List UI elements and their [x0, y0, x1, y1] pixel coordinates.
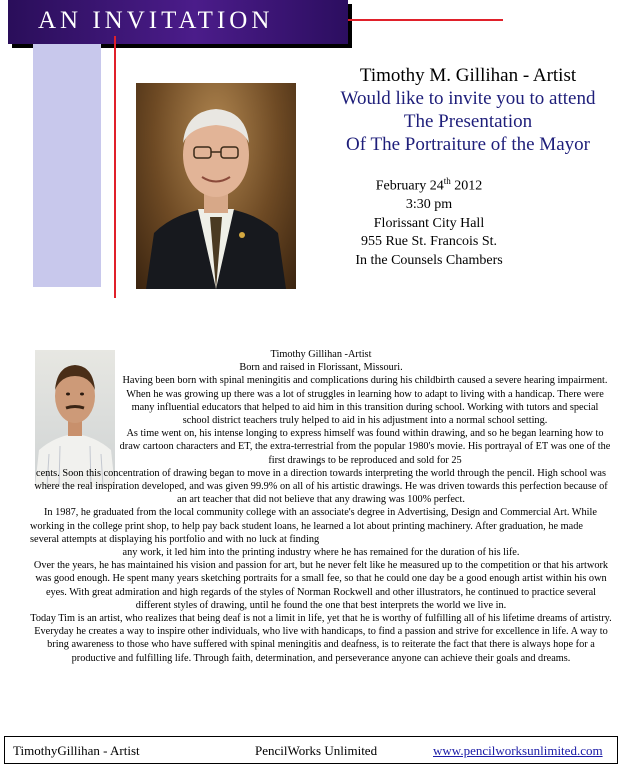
invite-host: Timothy M. Gillihan - Artist — [359, 65, 577, 86]
bio-paragraph: Today Tim is an artist, who realizes that being deaf is not a limit in life, yet that he is worthy of fulfilling all of his lifetime dreams of artistry. Everyday he creates a way to inspire other individuals, who live with handicaps, to find a passion and strive for excellence in life. A way to bring awareness to those who have suffered with spinal meningitis and deafness, is to reiterate the fact that there is always hope for a productive and fulfilling life. Through faith, determination, and perseverance anyone can achieve their goals and dreams. — [30, 613, 612, 664]
footer-artist-name: TimothyGillihan - Artist — [13, 743, 140, 758]
bio-paragraph: any work, it led him into the printing industry where he has remained for the duration of his life. — [122, 547, 520, 559]
bio-subtitle: Born and raised in Florissant, Missouri. — [239, 362, 403, 374]
banner-title: AN INVITATION — [38, 7, 274, 34]
event-room: In the Counsels Chambers — [355, 252, 503, 268]
bio-title: Timothy Gillihan -Artist — [270, 349, 372, 360]
bio-paragraph: As time went on, his intense longing to express himself was found within drawing, and so he began learning how to draw cartoon characters and ET, the extra-terrestrial from the popular 1980's movie. His portrayal of ET was one of the first drawings to be reproduced and sold for 25 — [119, 428, 611, 466]
invite-line: The Presentation — [403, 111, 533, 132]
event-details — [318, 172, 540, 270]
invitation-text — [318, 64, 618, 156]
mayor-portrait-image — [136, 83, 296, 289]
red-horizontal-rule — [348, 19, 503, 21]
invite-line: Would like to invite you to attend — [340, 88, 596, 109]
artist-biography — [30, 348, 612, 665]
bio-paragraph: cents. Soon this concentration of drawing began to move in a direction towards interpreting the world through the pencil. High school was where the real inspiration developed, and was given 99.9% on all of his artistic drawings. He was driven towards this perfection because of an art teacher that did not believe that any drawing was 100% perfect. — [34, 467, 608, 506]
invite-line: Of The Portraiture of the Mayor — [346, 134, 590, 155]
bio-paragraph: In 1987, he graduated from the local community college with an associate's degree in Advertising, Design and Commercial Art. While working in the college print shop, to help pay back student loans, he learned a lot about printing machinery. After graduation, he made several attempts at displaying his portfolio and with no luck at finding — [30, 507, 597, 545]
footer-website-link[interactable]: www.pencilworksunlimited.com — [433, 743, 603, 758]
event-venue: Florissant City Hall — [373, 215, 485, 231]
red-vertical-rule — [114, 36, 116, 298]
footer-bar — [4, 736, 618, 764]
lavender-accent-bar — [33, 44, 101, 287]
event-date: February 24th 2012 — [375, 176, 483, 194]
footer-company: PencilWorks Unlimited — [255, 743, 378, 758]
event-address: 955 Rue St. Francois St. — [360, 234, 498, 250]
bio-paragraph: Over the years, he has maintained his vision and passion for art, but he never felt like he measured up to the competition or that his artwork was good enough. He spent many years sketching portraits for a small fee, so that he could one day be a good enough artist within his own eyes. With great admiration and high regards of the styles of Norman Rockwell and other illustrators, he continued to practice several different styles of drawing, until he found the one that best interprets the world we live in. — [33, 560, 609, 611]
event-time: 3:30 pm — [405, 197, 453, 213]
invitation-banner — [8, 0, 348, 44]
bio-paragraph: Having been born with spinal meningitis and complications during his childbirth caused a severe hearing impairment. When he was growing up there was a lot of struggles in learning how to adapt to living with a handicap. There were many influential educators that helped to aid him in this transition during school. Working with tutors and special school district teachers truly helped to aid in his adjustment into a normal school setting. — [122, 375, 608, 427]
